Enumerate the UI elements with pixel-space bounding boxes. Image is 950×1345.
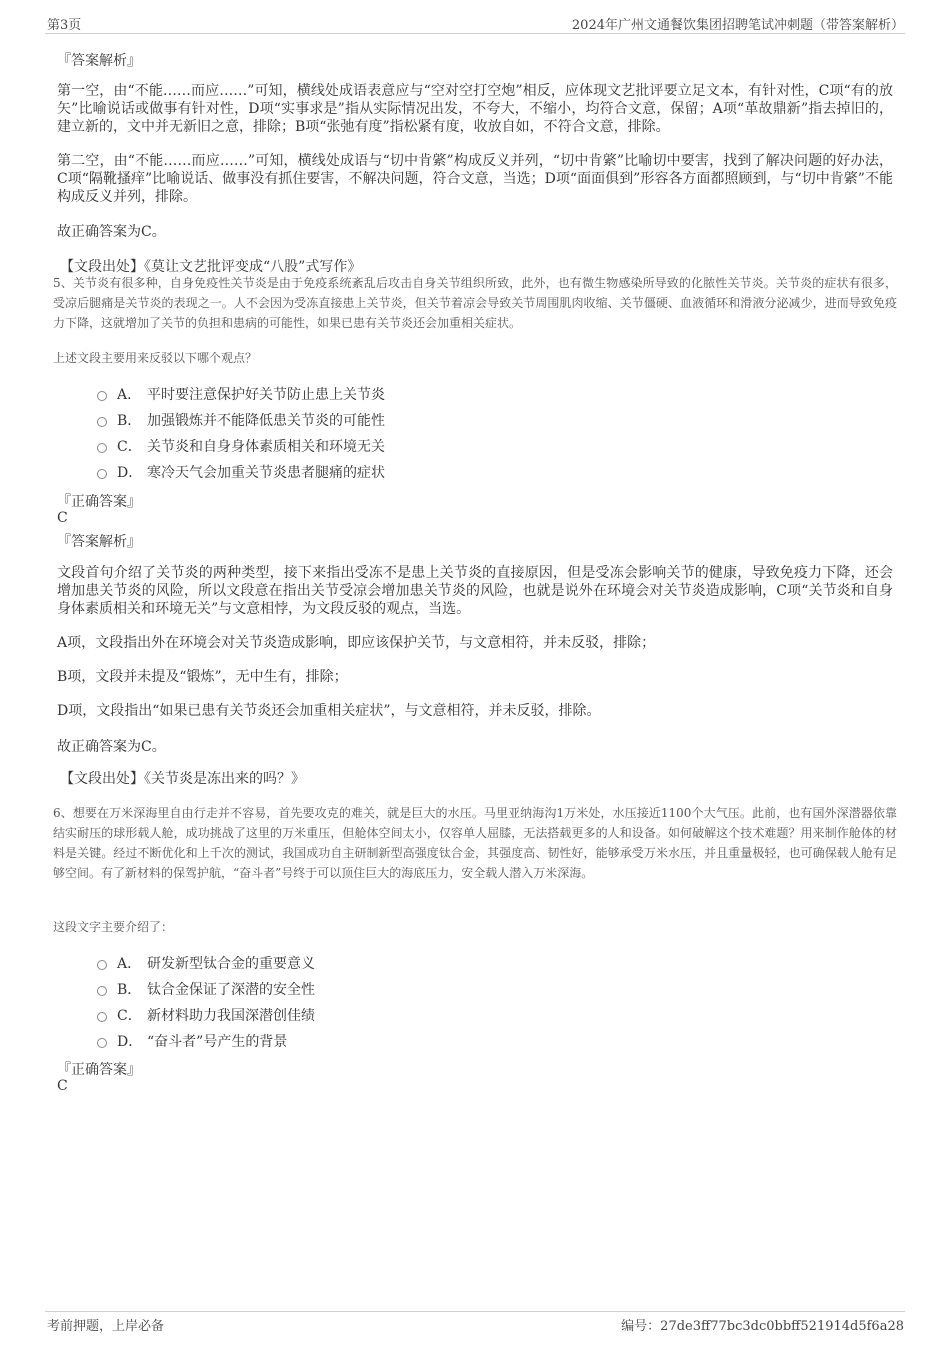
page-number: 第3页 bbox=[47, 18, 82, 33]
q5-analysis-label: 『答案解析』 bbox=[57, 534, 141, 550]
question-6-text: 6、想要在万米深海里自由行走并不容易，首先要攻克的难关，就是巨大的水压。马里亚纳海沟1万米处，水压接近1100个大气压。此前，也有国外深潜器依靠结实耐压的球形载人舱，成功挑战了这里的万米重压，但舱体空间太小，仅容单人屈膝，无法搭载更多的人和设备。如何破解这个技术难题？用来制作舱体的材料是关键。经过不断优化和上千次的测试，我国成功自主研制新型高强度钛合金，其强度高、韧性好，能够承受万米水压，并且重量极轻，也可确保载人舱有足够空间。有了新材料的保驾护航，“奋斗者”号终于可以顶住巨大的海底压力，安全载人潜入万米深海。 bbox=[53, 806, 897, 880]
footer-slogan: 考前押题，上岸必备 bbox=[47, 1319, 165, 1334]
question-5-prompt: 上述文段主要用来反驳以下哪个观点？ bbox=[53, 351, 258, 365]
passage-source: 【文段出处】《莫让文艺批评变成“八股”式写作》 bbox=[60, 259, 362, 275]
q6-option-b[interactable]: B． 钛合金保证了深潜的安全性 bbox=[97, 979, 315, 999]
document-title: 2024年广州文通餐饮集团招聘笔试冲刺题（带答案解析） bbox=[571, 18, 904, 33]
question-6-prompt: 这段文字主要介绍了： bbox=[53, 920, 174, 934]
option-label: 寒冷天气会加重关节炎患者腿痛的症状 bbox=[147, 465, 385, 481]
option-label: 加强锻炼并不能降低患关节炎的可能性 bbox=[147, 413, 385, 429]
q5-analysis-option-b: B项，文段并未提及“锻炼”，无中生有，排除； bbox=[57, 669, 348, 685]
footer-divider bbox=[45, 1311, 905, 1312]
q5-analysis-option-a: A项，文段指出外在环境会对关节炎造成影响，即应该保护关节，与文意相符，并未反驳，排除； bbox=[57, 635, 656, 651]
q6-option-c[interactable]: C． 新材料助力我国深潜创佳绩 bbox=[97, 1005, 315, 1025]
q6-answer: C bbox=[57, 1078, 68, 1094]
document-id: 编号：27de3ff77bc3dc0bbff521914d5f6a28 bbox=[621, 1319, 904, 1334]
option-label: 研发新型钛合金的重要意义 bbox=[147, 956, 315, 972]
q6-option-d[interactable]: D． “奋斗者”号产生的背景 bbox=[97, 1031, 287, 1051]
radio-icon[interactable] bbox=[97, 469, 107, 479]
option-label: 新材料助力我国深潜创佳绩 bbox=[147, 1008, 315, 1024]
analysis-label: 『答案解析』 bbox=[57, 53, 141, 69]
question-5-text: 5、关节炎有很多种，自身免疫性关节炎是由于免疫系统紊乱后攻击自身关节组织所致，此外，也有微生物感染所导致的化脓性关节炎。关节炎的症状有很多，受凉后腿痛是关节炎的表现之一。人不会因为受冻直接患上关节炎，但关节着凉会导致关节周围肌肉收缩、关节僵硬、血液循环和滑液分泌减少，进而导致免疫力下降，这就增加了关节的负担和患病的可能性，如果已患有关节炎还会加重相关症状。 bbox=[53, 276, 897, 330]
option-label: “奋斗者”号产生的背景 bbox=[147, 1034, 288, 1050]
option-label: 平时要注意保护好关节防止患上关节炎 bbox=[147, 387, 385, 403]
analysis-paragraph-2: 第二空，由“不能……而应……”可知，横线处成语与“切中肯綮”构成反义并列，“切中肯綮”比喻切中要害，找到了解决问题的好办法，C项“隔靴搔痒”比喻说话、做事没有抓住要害，不解决问题，符合文意，当选；D项“面面俱到”形容各方面都照顾到，与“切中肯綮”不能构成反义并列，排除。 bbox=[57, 153, 893, 205]
radio-icon[interactable] bbox=[97, 1038, 107, 1048]
radio-icon[interactable] bbox=[97, 986, 107, 996]
q5-answer: C bbox=[57, 510, 68, 526]
q5-answer-label: 『正确答案』 bbox=[57, 494, 141, 510]
radio-icon[interactable] bbox=[97, 443, 107, 453]
radio-icon[interactable] bbox=[97, 417, 107, 427]
option-label: 关节炎和自身身体素质相关和环境无关 bbox=[147, 439, 385, 455]
q5-analysis-paragraph: 文段首句介绍了关节炎的两种类型，接下来指出受冻不是患上关节炎的直接原因，但是受冻会影响关节的健康，导致免疫力下降，还会增加患关节炎的风险，所以文段意在指出关节受凉会增加患关节炎的风险，也就是说外在环境会对关节炎造成影响，C项“关节炎和自身身体素质相关和环境无关”与文意相悖，为文段反驳的观点，当选。 bbox=[57, 565, 893, 617]
radio-icon[interactable] bbox=[97, 1012, 107, 1022]
option-label: 钛合金保证了深潜的安全性 bbox=[147, 982, 315, 998]
q5-analysis-option-d: D项，文段指出“如果已患有关节炎还会加重相关症状”，与文意相符，并未反驳，排除。 bbox=[57, 703, 601, 719]
radio-icon[interactable] bbox=[97, 391, 107, 401]
header-divider bbox=[45, 33, 905, 34]
analysis-paragraph-1: 第一空，由“不能……而应……”可知，横线处成语表意应与“空对空打空炮”相反，应体现文艺批评要立足文本，有针对性，C项“有的放矢”比喻说话或做事有针对性，D项“实事求是”指从实际情况出发，不夸大，不缩小，均符合文意，保留；A项“革故鼎新”指去掉旧的，建立新的，文中并无新旧之意，排除；B项“张弛有度”指松紧有度，收放自如，不符合文意，排除。 bbox=[57, 83, 893, 135]
radio-icon[interactable] bbox=[97, 960, 107, 970]
q5-option-a[interactable]: A． 平时要注意保护好关节防止患上关节炎 bbox=[97, 384, 385, 404]
q6-answer-label: 『正确答案』 bbox=[57, 1062, 141, 1078]
q5-option-d[interactable]: D． 寒冷天气会加重关节炎患者腿痛的症状 bbox=[97, 462, 385, 482]
q5-analysis-conclusion: 故正确答案为C。 bbox=[57, 739, 166, 755]
analysis-conclusion: 故正确答案为C。 bbox=[57, 224, 166, 240]
q5-passage-source: 【文段出处】《关节炎是冻出来的吗？》 bbox=[60, 771, 305, 787]
q6-option-a[interactable]: A． 研发新型钛合金的重要意义 bbox=[97, 953, 315, 973]
q5-option-c[interactable]: C． 关节炎和自身身体素质相关和环境无关 bbox=[97, 436, 385, 456]
q5-option-b[interactable]: B． 加强锻炼并不能降低患关节炎的可能性 bbox=[97, 410, 385, 430]
